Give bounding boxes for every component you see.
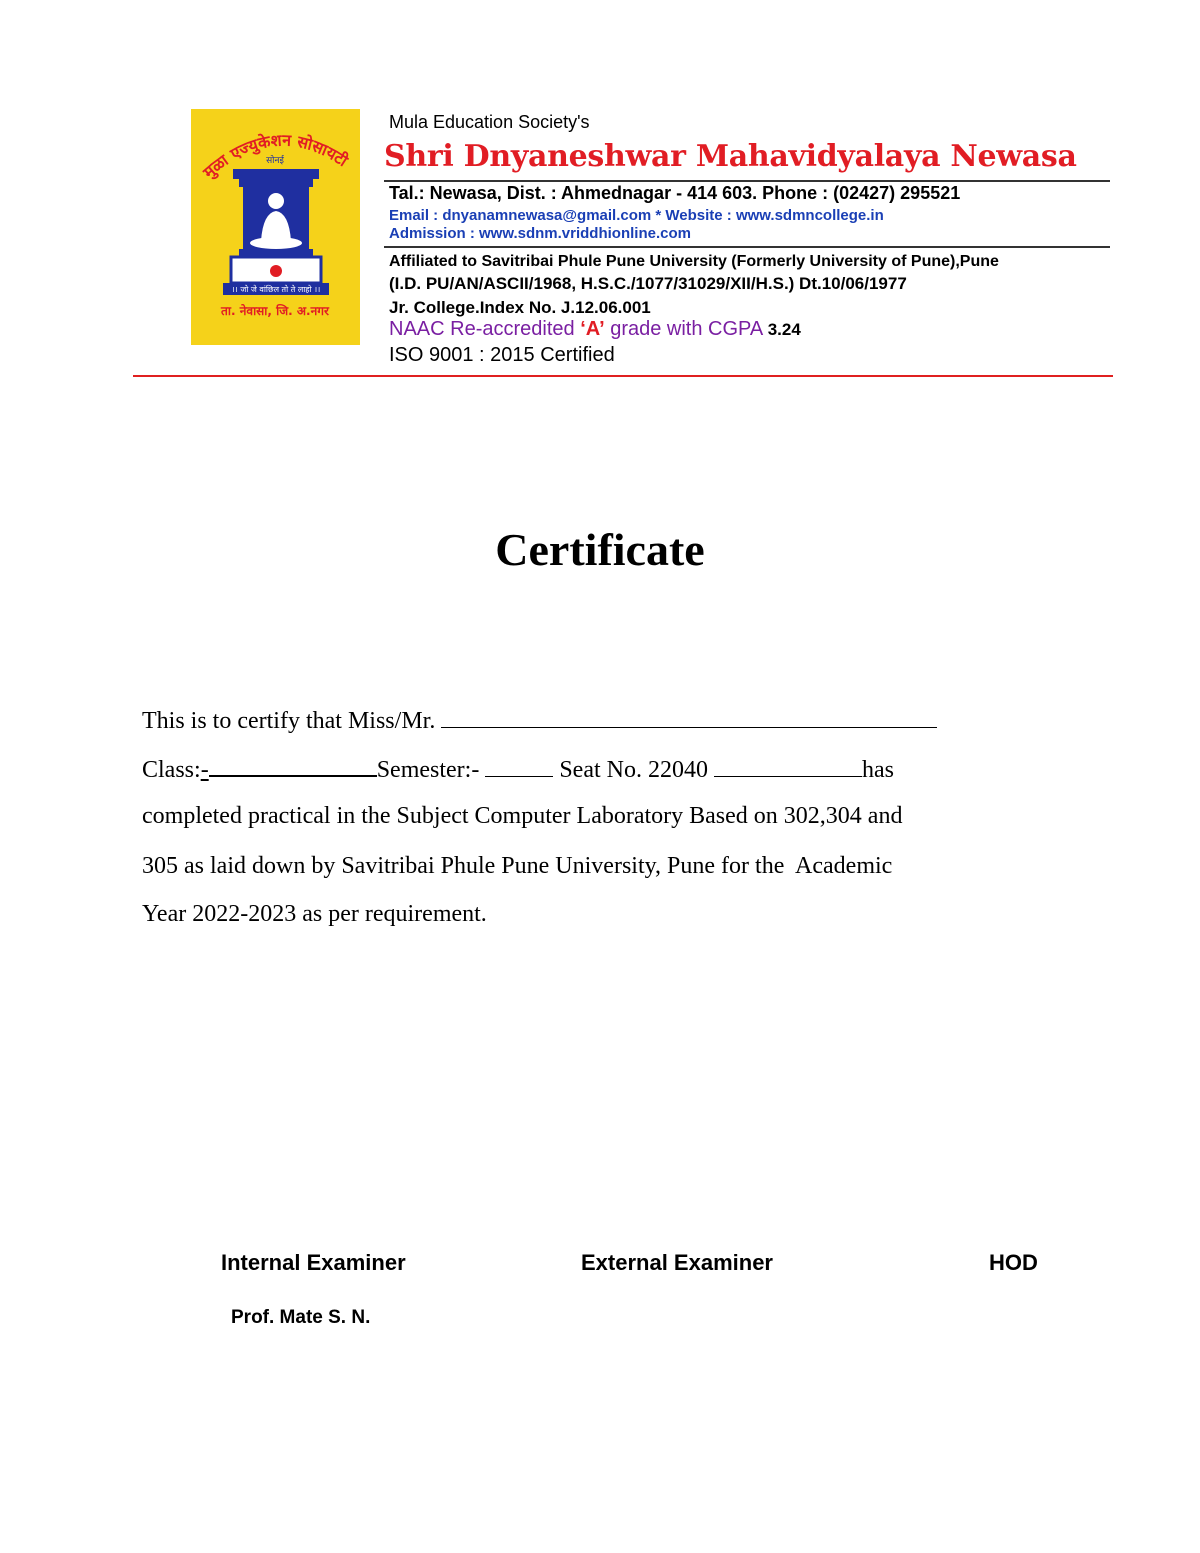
hod-label: HOD <box>989 1250 1038 1275</box>
logo-sub-text: सोनई <box>266 156 284 166</box>
iso-certification: ISO 9001 : 2015 Certified <box>389 344 615 366</box>
letterhead-rule <box>133 375 1113 377</box>
jr-college-index: Jr. College.Index No. J.12.06.001 <box>389 298 651 317</box>
semester-blank <box>485 754 553 777</box>
naac-cgpa: 3.24 <box>767 320 801 339</box>
affiliation-text: Affiliated to Savitribai Phule Pune University (Formerly University of Pune),Pune <box>389 253 999 270</box>
external-examiner-label: External Examiner <box>581 1250 773 1275</box>
logo-bottom-text: ता. नेवासा, जि. अ.नगर <box>221 304 329 318</box>
class-semester-line <box>142 753 894 784</box>
logo-motto: ।। जो जे वांछिल तो ते लाहो ।। <box>231 285 321 294</box>
id-line: (I.D. PU/AN/ASCII/1968, H.S.C./1077/31029/XII/H.S.) Dt.10/06/1977 <box>389 274 907 293</box>
college-logo <box>191 109 360 345</box>
naac-grade: ‘A’ <box>580 318 605 340</box>
college-name: Shri Dnyaneshwar Mahavidyalaya Newasa <box>384 139 1077 174</box>
seat-blank <box>714 754 862 777</box>
seat-label: Seat No. 22040 <box>559 757 708 783</box>
class-label: Class: <box>142 757 201 783</box>
naac-accreditation <box>389 318 801 341</box>
naac-prefix: NAAC Re-accredited <box>389 318 581 340</box>
body-line-5: Year 2022-2023 as per requirement. <box>142 901 487 927</box>
student-name-blank <box>441 705 937 728</box>
semester-label: Semester:- <box>376 757 480 783</box>
body-line-4: 305 as laid down by Savitribai Phule Pune University, Pune for the Academic <box>142 853 893 879</box>
society-name: Mula Education Society's <box>389 112 590 132</box>
header-divider <box>384 246 1110 248</box>
logo-top-text: मुळा एज्युकेशन सोसायटी <box>199 130 352 182</box>
internal-examiner-name: Prof. Mate S. N. <box>231 1307 371 1328</box>
college-address: Tal.: Newasa, Dist. : Ahmednagar - 414 603. Phone : (02427) 295521 <box>389 183 961 203</box>
certify-line <box>142 705 937 735</box>
certify-text: This is to certify that Miss/Mr. <box>142 708 436 734</box>
email-website-line: Email : dnyanamnewasa@gmail.com * Website : www.sdmncollege.in <box>389 207 884 224</box>
has-text: has <box>861 757 894 783</box>
admission-line: Admission : www.sdnm.vriddhionline.com <box>389 225 691 242</box>
header-divider <box>384 180 1110 182</box>
certificate-title: Certificate <box>495 524 705 575</box>
naac-suffix: grade with CGPA <box>604 318 768 340</box>
class-dash: - <box>200 757 209 783</box>
class-blank <box>209 753 377 777</box>
body-line-3: completed practical in the Subject Computer Laboratory Based on 302,304 and <box>142 803 903 829</box>
internal-examiner-label: Internal Examiner <box>221 1250 406 1275</box>
